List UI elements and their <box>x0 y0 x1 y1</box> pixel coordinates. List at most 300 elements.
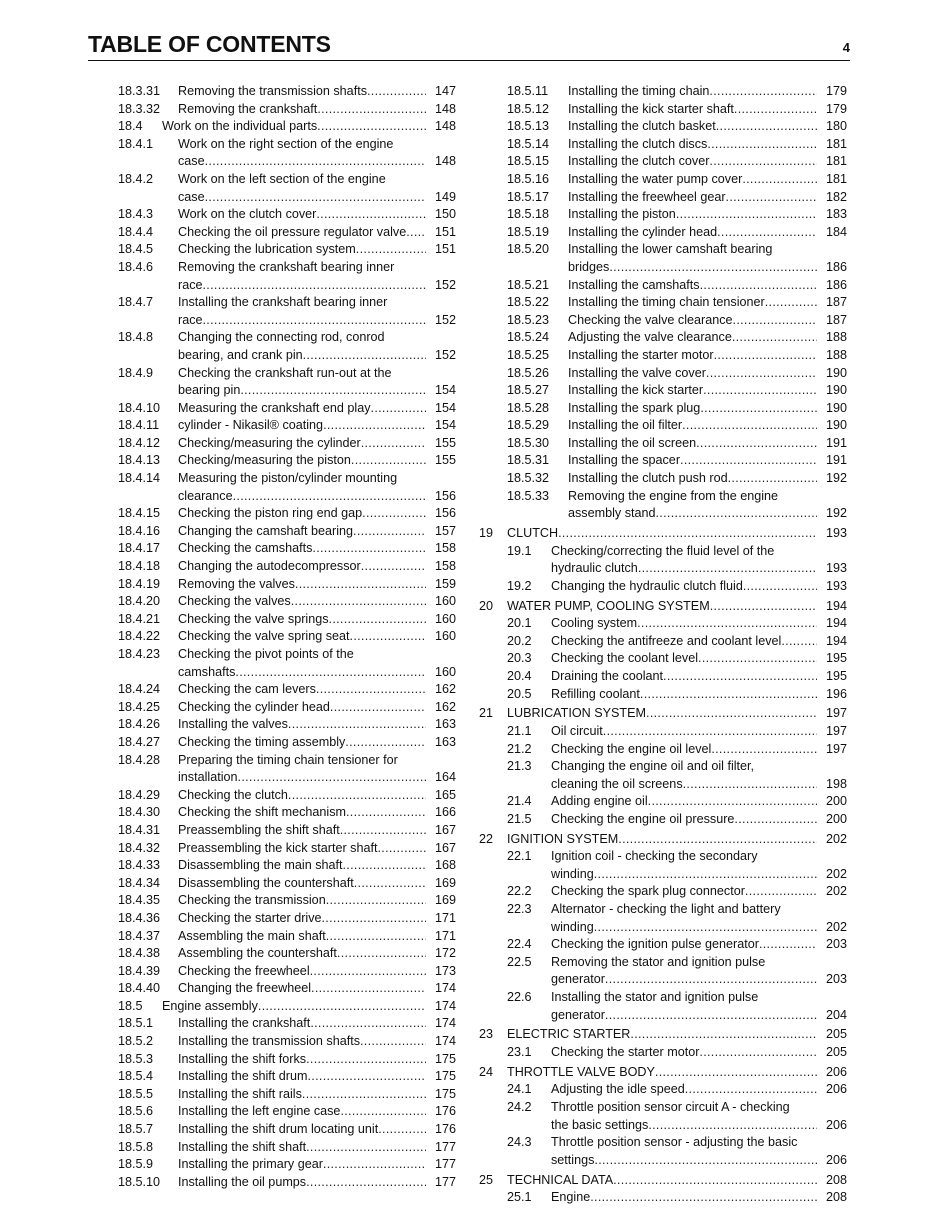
toc-entry-page: 148 <box>434 119 456 134</box>
toc-entry[interactable] <box>118 1156 456 1174</box>
dot-leader <box>630 1026 817 1044</box>
toc-entry-title: Checking the ignition pulse generator <box>551 937 759 952</box>
toc-entry[interactable] <box>479 936 847 954</box>
toc-entry-number: 18.4.3 <box>118 207 154 222</box>
toc-entry-number: 18.4.21 <box>118 611 161 626</box>
toc-entry[interactable] <box>479 793 847 811</box>
toc-entry[interactable] <box>118 699 456 717</box>
toc-entry-page: 203 <box>825 937 847 952</box>
toc-entry[interactable] <box>479 153 847 171</box>
toc-entry-number: 18.5.17 <box>507 189 550 204</box>
dot-leader <box>235 664 426 682</box>
toc-entry-number: 18.4.36 <box>118 910 161 925</box>
dot-leader <box>656 505 818 523</box>
toc-entry[interactable] <box>118 83 456 101</box>
toc-entry-number: 18.5.12 <box>507 101 550 116</box>
toc-entry-number: 22.2 <box>507 884 532 899</box>
toc-entry-number: 18.4.12 <box>118 435 161 450</box>
toc-entry[interactable] <box>479 633 847 651</box>
toc-entry[interactable] <box>479 382 847 400</box>
toc-entry-title: Checking the transmission <box>178 893 326 908</box>
toc-entry-title: Assembling the countershaft <box>178 946 337 961</box>
toc-entry-page: 172 <box>434 946 456 961</box>
toc-entry-title-line: Removing the crankshaft bearing inner <box>178 259 395 274</box>
toc-entry[interactable] <box>479 989 847 1024</box>
toc-entry-number: 18.5.3 <box>118 1051 154 1066</box>
toc-entry-number: 18.5 <box>118 998 143 1013</box>
toc-entry[interactable] <box>479 400 847 418</box>
toc-entry[interactable] <box>118 400 456 418</box>
dot-leader <box>345 734 426 752</box>
toc-entry-number: 18.4.9 <box>118 365 154 380</box>
toc-entry-title: Checking the camshafts <box>178 541 313 556</box>
toc-entry-page: 151 <box>434 242 456 257</box>
toc-entry-page: 194 <box>825 633 847 648</box>
toc-entry-number: 18.5.2 <box>118 1034 154 1049</box>
toc-entry-number: 18.4.35 <box>118 893 161 908</box>
toc-entry-title: Installing the camshafts <box>568 277 700 292</box>
toc-entry-number: 18.3.31 <box>118 84 161 98</box>
toc-entry-title: CLUTCH <box>507 526 559 541</box>
toc-entry-number: 18.4.1 <box>118 136 154 151</box>
toc-entry-number: 18.5.18 <box>507 207 550 222</box>
dot-leader <box>350 628 426 646</box>
toc-entry-page: 206 <box>825 1152 847 1167</box>
toc-entry-number: 22.4 <box>507 937 532 952</box>
toc-entry[interactable] <box>118 840 456 858</box>
toc-entry[interactable] <box>118 1033 456 1051</box>
dot-leader <box>310 1015 426 1033</box>
page-number: 4 <box>842 40 850 55</box>
toc-entry[interactable] <box>118 787 456 805</box>
dot-leader <box>361 558 426 576</box>
toc-entry-number: 18.5.1 <box>118 1016 154 1031</box>
toc-entry-number: 21.2 <box>507 741 532 756</box>
toc-entry[interactable] <box>479 543 847 578</box>
toc-entry-number: 22 <box>479 831 494 846</box>
toc-entry-title-line: Preparing the timing chain tensioner for <box>178 752 398 767</box>
toc-entry-number: 25.1 <box>507 1190 532 1205</box>
dot-leader <box>710 598 817 616</box>
toc-entry-page: 176 <box>434 1104 456 1119</box>
toc-entry-page: 171 <box>434 928 456 943</box>
toc-entry-page: 174 <box>434 1034 456 1049</box>
toc-entry-number: 18.4.33 <box>118 858 161 873</box>
toc-entry[interactable] <box>118 329 456 364</box>
toc-entry-title: Checking the oil pressure regulator valve <box>178 224 407 239</box>
toc-entry-number: 18.5.24 <box>507 330 550 345</box>
toc-entry[interactable] <box>479 83 847 101</box>
dot-leader <box>703 382 817 400</box>
toc-entry-page: 150 <box>434 207 456 222</box>
toc-entry[interactable] <box>118 540 456 558</box>
toc-entry[interactable] <box>118 1015 456 1033</box>
toc-entry-number: 18.5.29 <box>507 418 550 433</box>
toc-entry[interactable] <box>479 723 847 741</box>
toc-entry[interactable] <box>479 686 847 704</box>
dot-leader <box>682 417 817 435</box>
toc-entry[interactable] <box>118 224 456 242</box>
dot-leader <box>360 1033 426 1051</box>
toc-entry[interactable] <box>479 417 847 435</box>
toc-entry[interactable] <box>118 470 456 505</box>
toc-entry[interactable] <box>118 259 456 294</box>
toc-entry-number: 18.4.40 <box>118 981 161 996</box>
toc-entry-title: Oil circuit <box>551 723 603 738</box>
dot-leader <box>317 101 426 119</box>
toc-entry[interactable] <box>118 365 456 400</box>
toc-entry[interactable] <box>479 831 847 849</box>
toc-entry-title: clearance <box>178 488 233 503</box>
toc-entry[interactable] <box>118 611 456 629</box>
dot-leader <box>590 1189 817 1207</box>
toc-entry-page: 158 <box>434 559 456 574</box>
toc-entry-title: Installing the kick starter shaft <box>568 101 734 116</box>
toc-entry[interactable] <box>118 1051 456 1069</box>
toc-entry-title: Installing the freewheel gear <box>568 189 726 204</box>
toc-entry-number: 24.1 <box>507 1082 532 1097</box>
toc-entry[interactable] <box>118 241 456 259</box>
toc-entry-title: Installing the valve cover <box>568 365 706 380</box>
toc-entry[interactable] <box>118 206 456 224</box>
toc-entry-page: 183 <box>825 207 847 222</box>
toc-entry[interactable] <box>479 705 847 723</box>
dot-leader <box>685 1081 817 1099</box>
toc-entry[interactable] <box>479 1064 847 1082</box>
toc-entry-number: 18.5.23 <box>507 312 550 327</box>
dot-leader <box>648 793 817 811</box>
toc-entry-page: 157 <box>434 523 456 538</box>
toc-entry-page: 202 <box>825 884 847 899</box>
toc-entry-number: 23 <box>479 1027 494 1042</box>
toc-entry-title: Changing the freewheel <box>178 981 312 996</box>
toc-entry-title: THROTTLE VALVE BODY <box>507 1064 655 1079</box>
toc-entry[interactable] <box>479 101 847 119</box>
toc-entry[interactable] <box>118 945 456 963</box>
toc-entry-page: 190 <box>825 400 847 415</box>
toc-entry-title: Installing the shift drum <box>178 1069 308 1084</box>
toc-entry[interactable] <box>118 558 456 576</box>
dot-leader <box>558 525 817 543</box>
toc-entry[interactable] <box>118 1139 456 1157</box>
dot-leader <box>734 101 817 119</box>
toc-entry-title: Installing the clutch basket <box>568 119 716 134</box>
toc-entry[interactable] <box>118 1086 456 1104</box>
toc-entry[interactable] <box>118 752 456 787</box>
toc-entry-number: 25 <box>479 1172 494 1187</box>
toc-entry[interactable] <box>118 734 456 752</box>
toc-entry-title: Checking the engine oil level <box>551 741 712 756</box>
dot-leader <box>618 831 817 849</box>
toc-entry-title: Installing the water pump cover <box>568 171 743 186</box>
toc-entry-title: IGNITION SYSTEM <box>507 831 619 846</box>
toc-entry-page: 206 <box>825 1082 847 1097</box>
dot-leader <box>340 822 426 840</box>
toc-entry[interactable] <box>479 1189 847 1207</box>
toc-entry[interactable] <box>479 189 847 207</box>
toc-entry-title: Installing the shift drum locating unit <box>178 1122 379 1137</box>
toc-entry-number: 18.5.20 <box>507 242 550 257</box>
dot-leader <box>377 840 426 858</box>
toc-entry[interactable] <box>118 1121 456 1139</box>
toc-entry-number: 18.4.8 <box>118 330 154 345</box>
toc-entry[interactable] <box>118 171 456 206</box>
toc-entry-title: the basic settings <box>551 1117 649 1132</box>
toc-entry[interactable] <box>479 136 847 154</box>
toc-entry-title: Engine assembly <box>162 998 258 1013</box>
toc-entry-title: Installing the spark plug <box>568 400 701 415</box>
dot-leader <box>316 681 426 699</box>
toc-entry[interactable] <box>118 1103 456 1121</box>
toc-entry-number: 18.5.13 <box>507 119 550 134</box>
toc-entry-number: 18.4 <box>118 119 143 134</box>
toc-entry-page: 171 <box>434 910 456 925</box>
toc-entry[interactable] <box>479 241 847 276</box>
toc-entry-title: Changing the hydraulic clutch fluid <box>551 578 743 593</box>
toc-entry-number: 21.5 <box>507 811 532 826</box>
toc-entry[interactable] <box>118 136 456 171</box>
toc-left-column <box>118 83 456 1191</box>
dot-leader <box>655 1064 817 1082</box>
dot-leader <box>742 171 817 189</box>
toc-entry-number: 18.5.7 <box>118 1122 154 1137</box>
dot-leader <box>707 136 817 154</box>
toc-entry[interactable] <box>479 171 847 189</box>
toc-entry[interactable] <box>118 963 456 981</box>
toc-entry-title: Installing the spacer <box>568 453 681 468</box>
toc-entry-number: 18.5.4 <box>118 1069 154 1084</box>
toc-entry-number: 20.3 <box>507 651 532 666</box>
toc-entry-title: case <box>178 189 205 204</box>
toc-entry-page: 156 <box>434 488 456 503</box>
toc-entry-title: Work on the clutch cover <box>178 207 317 222</box>
toc-entry-number: 21.3 <box>507 759 532 774</box>
toc-entry-title: Removing the transmission shafts <box>178 84 367 98</box>
toc-entry-number: 18.4.24 <box>118 682 161 697</box>
toc-entry-page: 202 <box>825 831 847 846</box>
toc-entry[interactable] <box>479 650 847 668</box>
toc-entry[interactable] <box>479 277 847 295</box>
toc-entry-page: 147 <box>434 84 456 98</box>
toc-entry[interactable] <box>479 598 847 616</box>
dot-leader <box>356 241 426 259</box>
toc-entry[interactable] <box>118 681 456 699</box>
toc-entry[interactable] <box>118 294 456 329</box>
toc-entry[interactable] <box>479 525 847 543</box>
toc-entry[interactable] <box>118 417 456 435</box>
toc-entry[interactable] <box>118 1174 456 1192</box>
toc-entry[interactable] <box>118 523 456 541</box>
toc-entry-number: 18.4.2 <box>118 171 154 186</box>
toc-entry[interactable] <box>118 857 456 875</box>
toc-entry[interactable] <box>479 488 847 523</box>
toc-entry-number: 18.4.11 <box>118 418 160 433</box>
toc-entry-title-line: Measuring the piston/cylinder mounting <box>178 471 398 486</box>
toc-entry-number: 18.5.16 <box>507 171 550 186</box>
toc-entry-number: 20.2 <box>507 633 532 648</box>
toc-entry[interactable] <box>479 811 847 829</box>
toc-entry-page: 186 <box>825 277 847 292</box>
toc-entry-title-line: Installing the lower camshaft bearing <box>568 242 773 257</box>
toc-entry[interactable] <box>118 435 456 453</box>
toc-entry-page: 168 <box>434 858 456 873</box>
toc-entry[interactable] <box>479 1134 847 1169</box>
toc-entry-title: Checking the starter motor <box>551 1045 700 1059</box>
toc-entry-page: 187 <box>825 295 847 310</box>
toc-entry-number: 18.5.30 <box>507 435 550 450</box>
toc-entry-title-line: Throttle position sensor circuit A - checking <box>551 1099 790 1114</box>
toc-entry-title-line: Work on the left section of the engine <box>178 171 386 186</box>
toc-entry[interactable] <box>479 365 847 383</box>
toc-entry[interactable] <box>479 901 847 936</box>
toc-entry[interactable] <box>479 1081 847 1099</box>
toc-entry-title-line: Changing the connecting rod, conrod <box>178 330 385 345</box>
toc-entry[interactable] <box>118 505 456 523</box>
toc-entry-page: 200 <box>825 811 847 826</box>
dot-leader <box>330 699 426 717</box>
toc-entry[interactable] <box>479 294 847 312</box>
toc-entry[interactable] <box>118 875 456 893</box>
toc-entry[interactable] <box>479 435 847 453</box>
toc-entry-title: LUBRICATION SYSTEM <box>507 706 647 721</box>
toc-entry-number: 18.5.19 <box>507 224 550 239</box>
toc-entry[interactable] <box>118 628 456 646</box>
toc-entry-number: 24.2 <box>507 1099 532 1114</box>
toc-entry[interactable] <box>118 716 456 734</box>
toc-entry[interactable] <box>118 998 456 1016</box>
toc-entry[interactable] <box>479 954 847 989</box>
toc-entry-page: 181 <box>825 154 847 169</box>
dot-leader <box>308 1068 427 1086</box>
toc-entry-number: 18.4.30 <box>118 805 161 820</box>
toc-entry[interactable] <box>479 1172 847 1190</box>
toc-entry[interactable] <box>479 668 847 686</box>
toc-entry[interactable] <box>118 101 456 119</box>
toc-entry-title: case <box>178 154 205 169</box>
dot-leader <box>648 1117 817 1135</box>
toc-entry-page: 184 <box>825 224 847 239</box>
toc-entry-page: 177 <box>434 1157 456 1172</box>
dot-leader <box>733 312 817 330</box>
dot-leader <box>709 83 817 101</box>
dot-leader <box>203 277 427 295</box>
toc-entry-title: Checking the starter drive <box>178 910 322 925</box>
toc-entry-number: 20.1 <box>507 616 532 631</box>
toc-entry-title: Draining the coolant <box>551 668 664 683</box>
toc-entry-number: 18.5.31 <box>507 453 550 468</box>
toc-entry[interactable] <box>479 347 847 365</box>
toc-entry-title: Installing the timing chain <box>568 84 710 98</box>
toc-entry[interactable] <box>479 470 847 488</box>
toc-entry[interactable] <box>479 578 847 596</box>
toc-entry[interactable] <box>479 206 847 224</box>
toc-entry[interactable] <box>479 118 847 136</box>
toc-entry-title: cleaning the oil screens <box>551 776 683 791</box>
dot-leader <box>238 769 426 787</box>
toc-entry-page: 175 <box>434 1086 456 1101</box>
toc-entry-page: 179 <box>825 101 847 116</box>
toc-entry-page: 155 <box>434 435 456 450</box>
toc-entry-title: Installing the left engine case <box>178 1104 341 1119</box>
toc-entry[interactable] <box>118 576 456 594</box>
toc-entry-number: 19 <box>479 526 494 541</box>
toc-entry-page: 174 <box>434 1016 456 1031</box>
toc-entry-title: Installing the timing chain tensioner <box>568 295 765 310</box>
toc-entry-title: Checking the spark plug connector <box>551 884 745 899</box>
dot-leader <box>371 400 426 418</box>
toc-entry[interactable] <box>479 329 847 347</box>
toc-entry-title-line: Checking the crankshaft run-out at the <box>178 365 392 380</box>
toc-entry-title: Measuring the crankshaft end play <box>178 400 371 415</box>
dot-leader <box>743 578 817 596</box>
toc-entry[interactable] <box>479 224 847 242</box>
dot-leader <box>205 153 426 171</box>
dot-leader <box>317 118 426 136</box>
toc-entry-page: 208 <box>825 1172 847 1187</box>
toc-entry[interactable] <box>118 804 456 822</box>
toc-entry-title: Checking the valve clearance <box>568 312 733 327</box>
toc-entry[interactable] <box>479 883 847 901</box>
toc-entry[interactable] <box>118 892 456 910</box>
toc-entry[interactable] <box>118 646 456 681</box>
toc-entry-page: 154 <box>434 418 456 433</box>
toc-entry-number: 18.5.11 <box>507 84 549 98</box>
dot-leader <box>205 189 426 207</box>
toc-entry[interactable] <box>479 1026 847 1044</box>
toc-entry-number: 22.1 <box>507 849 532 864</box>
toc-entry-page: 193 <box>825 578 847 593</box>
toc-entry[interactable] <box>118 822 456 840</box>
toc-entry-title: Checking the antifreeze and coolant level <box>551 633 782 648</box>
toc-entry-number: 18.4.7 <box>118 295 154 310</box>
dot-leader <box>353 523 426 541</box>
toc-entry[interactable] <box>118 593 456 611</box>
toc-entry-page: 188 <box>825 347 847 362</box>
toc-entry-page: 197 <box>825 723 847 738</box>
toc-entry[interactable] <box>479 452 847 470</box>
toc-entry[interactable] <box>118 118 456 136</box>
toc-entry[interactable] <box>479 758 847 793</box>
toc-entry[interactable] <box>118 928 456 946</box>
dot-leader <box>594 866 817 884</box>
toc-entry[interactable] <box>118 452 456 470</box>
toc-entry-page: 163 <box>434 717 456 732</box>
toc-entry-number: 18.4.4 <box>118 224 154 239</box>
toc-entry[interactable] <box>118 910 456 928</box>
toc-entry-title: Checking/measuring the piston <box>178 453 351 468</box>
toc-entry-title: TECHNICAL DATA <box>507 1172 614 1187</box>
toc-entry-page: 194 <box>825 598 847 613</box>
toc-entry-title: Assembling the main shaft <box>178 928 326 943</box>
toc-entry[interactable] <box>479 1099 847 1134</box>
toc-entry[interactable] <box>479 848 847 883</box>
toc-entry[interactable] <box>118 1068 456 1086</box>
dot-leader <box>288 787 426 805</box>
toc-entry[interactable] <box>479 615 847 633</box>
toc-entry-title-line: Throttle position sensor - adjusting the basic <box>551 1135 798 1150</box>
toc-entry-number: 18.4.37 <box>118 928 161 943</box>
dot-leader <box>646 705 817 723</box>
toc-entry[interactable] <box>118 980 456 998</box>
toc-entry-page: 164 <box>434 770 456 785</box>
toc-entry-number: 18.5.21 <box>507 277 550 292</box>
toc-entry[interactable] <box>479 1044 847 1062</box>
toc-entry-title-line: Changing the engine oil and oil filter, <box>551 759 755 774</box>
dot-leader <box>728 470 817 488</box>
dot-leader <box>362 505 426 523</box>
toc-entry[interactable] <box>479 741 847 759</box>
toc-entry[interactable] <box>479 312 847 330</box>
